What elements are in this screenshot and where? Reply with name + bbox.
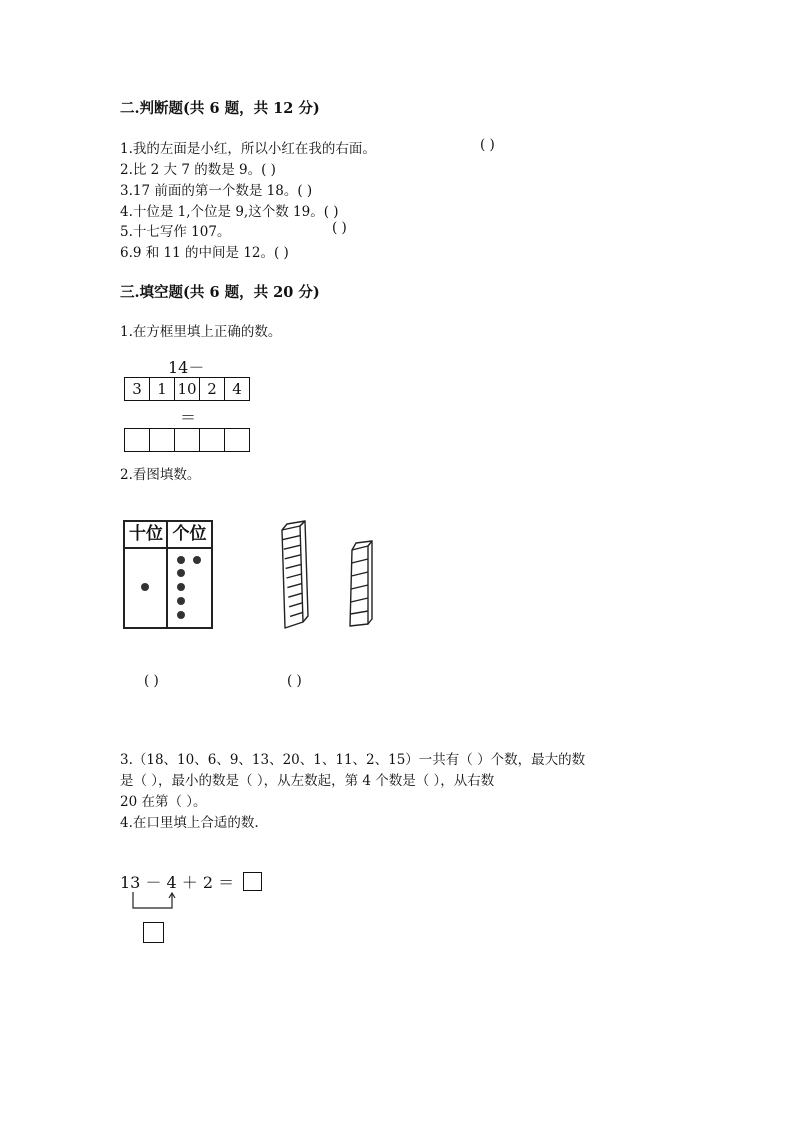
q4-result-box[interactable] [243,872,262,891]
q1-top-box: 3 [125,378,150,401]
q3-line-1: 3.（18、10、6、9、13、20、1、11、2、15）一共有（ ）个数，最大的数 [120,752,586,768]
ones-bead [177,569,185,577]
q1-top-boxes [124,377,250,401]
q1-top-label: 14－ [168,358,205,377]
q1-top-box: 2 [200,378,225,401]
ones-bead [177,556,185,564]
ones-bead [177,597,185,605]
section3-title: 三.填空题(共 6 题，共 20 分) [120,284,320,301]
q1-answer-box[interactable] [150,429,175,452]
judge-item-3: 3.17 前面的第一个数是 18。( ) [120,183,313,199]
tens-column-header: 十位 [129,524,163,544]
q1-answer-box[interactable] [125,429,150,452]
tens-bead [141,583,149,591]
q1-answer-boxes [124,428,250,452]
q1-answer-box[interactable] [175,429,200,452]
q2-answer-left[interactable]: ( ) [144,673,159,689]
cube-sticks-image [272,518,392,638]
judge-item-5: 5.十七写作 107。 [120,224,231,240]
place-value-chart [123,520,213,629]
q3-line-3: 20 在第（ ）。 [120,794,207,810]
q1-equals: ＝ [180,408,197,427]
q4-expression: 13 － 4 ＋ 2 ＝ [120,873,235,892]
q1-text: 1.在方框里填上正确的数。 [120,324,282,340]
q1-answer-box[interactable] [200,429,225,452]
q4-bracket-arrow [128,890,188,920]
q1-top-box: 4 [225,378,250,401]
judge-item-6: 6.9 和 11 的中间是 12。( ) [120,245,289,261]
ones-bead [177,583,185,591]
judge-item-1: 1.我的左面是小红，所以小红在我的右面。 [120,141,376,157]
judge-item-5-paren[interactable]: ( ) [332,220,347,236]
q4-intermediate-box[interactable] [143,922,164,943]
q1-top-box: 10 [175,378,200,401]
column-divider [166,522,168,627]
judge-item-2: 2.比 2 大 7 的数是 9。( ) [120,162,276,178]
ones-bead [193,556,201,564]
judge-item-4: 4.十位是 1,个位是 9,这个数 19。( ) [120,204,339,220]
q4-text: 4.在口里填上合适的数. [120,815,259,831]
ones-bead [177,611,185,619]
section2-title: 二.判断题(共 6 题，共 12 分) [120,100,320,117]
q2-answer-right[interactable]: ( ) [287,673,302,689]
header-divider [125,547,211,549]
q1-top-box: 1 [150,378,175,401]
ones-column-header: 个位 [172,524,207,544]
q3-line-2: 是（ ），最小的数是（ ），从左数起，第 4 个数是（ ），从右数 [120,773,495,789]
judge-item-1-paren[interactable]: ( ) [480,137,495,153]
q2-text: 2.看图填数。 [120,467,201,483]
q1-answer-box[interactable] [225,429,250,452]
